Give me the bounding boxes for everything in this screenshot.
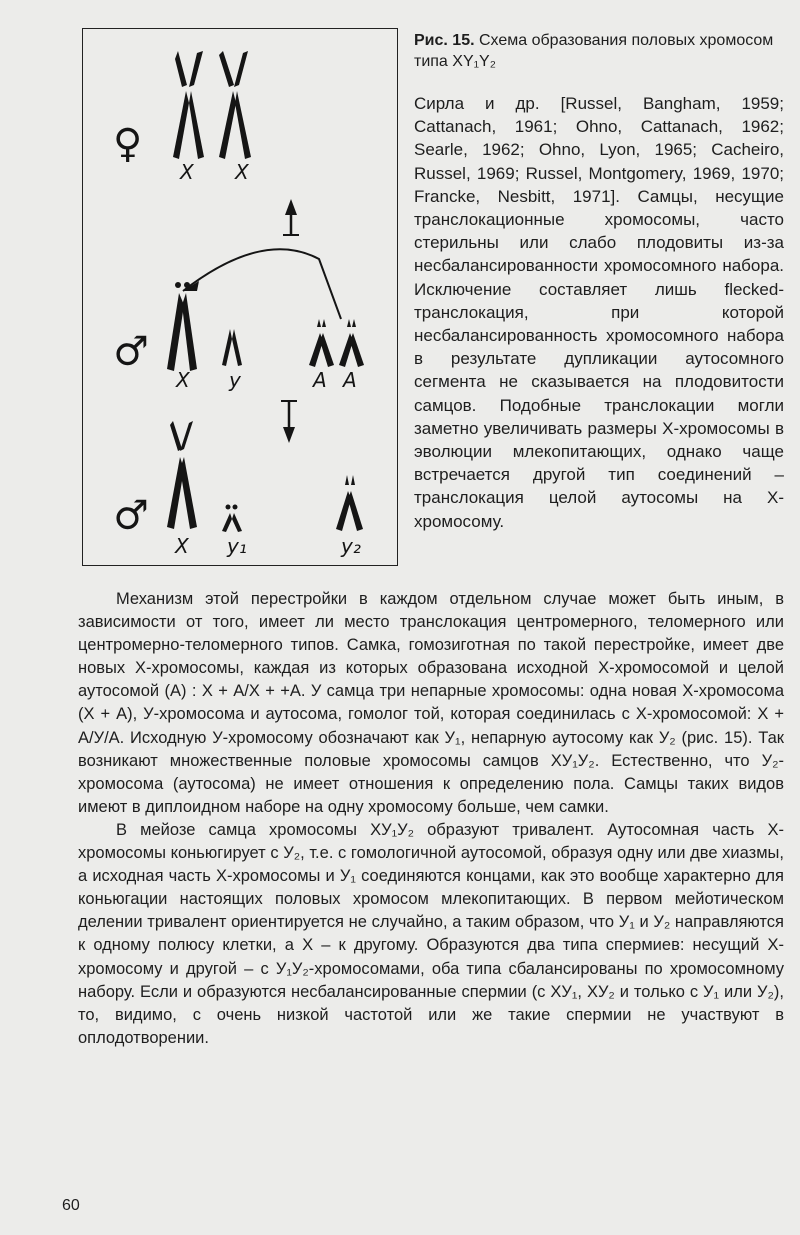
male-symbol-2: ♂ xyxy=(113,493,149,539)
label-x-2: X xyxy=(235,160,249,184)
male-chromosome-x-plus-a xyxy=(167,421,197,529)
label-a-2: A xyxy=(343,368,357,392)
label-x-1: X xyxy=(180,160,194,184)
arrow-down-icon xyxy=(281,401,297,443)
male-chromosome-x xyxy=(167,282,197,371)
chromosome-diagram xyxy=(83,29,399,567)
caption-text: Схема образования половых хромосом типа XY₁Y₂ xyxy=(414,32,774,70)
figure-caption xyxy=(414,30,784,72)
label-x-male: X xyxy=(176,368,190,392)
male-chromosome-y2 xyxy=(336,475,363,531)
figure-frame xyxy=(82,28,398,566)
male-chromosome-y xyxy=(222,329,242,366)
side-paragraph: Сирла и др. [Russel, Bangham, 1959; Cattanach, 1961; Ohno, Cattanach, 1962; Searle, 1962; Ohno, Lyon, 1965; Cacheiro, Russel, 1969; Russel, Montgomery, 1969, 1970; Francke, Nesbitt, 1971]. Самцы, несущие транслокационные хромосомы, часто стерильны или слабо плодовиты из-за несбалансированности хромосомного набора. Исключение составляет лишь flecked-транслокация, при которой несбалансированность хромосомного набора в результате дупликации аутосомного сегмента не сказывается на плодовитости самцов. Подобные транслокации могли заметно увеличивать размеры Х-хромосомы в эволюции млекопитающих, однако чаще встречается другой тип соединений – транслокация целой аутосомы на Х-хромосому. xyxy=(414,94,784,531)
female-chromosome-x-2 xyxy=(219,51,251,159)
autosome-a-1 xyxy=(309,319,334,367)
female-chromosome-x-1 xyxy=(173,51,204,159)
label-x-plus-a: X xyxy=(175,534,189,558)
page-number: 60 xyxy=(62,1197,80,1214)
autosome-a-2 xyxy=(339,319,364,367)
caption-number: Рис. 15. xyxy=(414,32,475,49)
main-text xyxy=(78,588,784,1050)
label-a-1: A xyxy=(313,368,327,392)
fusion-curve xyxy=(183,249,341,319)
paragraph-meiosis: В мейозе самца хромосомы ХУ₁У₂ образуют тривалент. Аутосомная часть Х-хромосомы коньюгирует с У₂, т.е. с гомологичной аутосомой, образуя одну или две хиазмы, а исходная часть Х-хромосомы и У₁ соединяются концами, как это вообще характерно для коньюгации настоящих половых хромосом млекопитающих. В первом мейотическом делении тривалент ориентируется не случайно, а таким образом, что У₁ и У₂ направляются к одному полюсу клетки, а Х – к другому. Образуются два типа спермиев: несущий Х-хромосому и другой – с У₁У₂-хромосомами, оба типа сбалансированы по хромосомному набору. Если и образуются несбалансированные спермии (с ХУ₁, ХУ₂ и только с У₁ или У₂), то, видимо, с очень низкой частотой или же такие спермии не участвуют в оплодотворении. xyxy=(78,820,784,1047)
label-y-male: y xyxy=(229,368,241,392)
female-symbol: ♀ xyxy=(113,121,143,167)
male-chromosome-y1 xyxy=(222,505,242,533)
arrow-up-icon xyxy=(283,199,299,235)
paragraph-mechanism: Механизм этой перестройки в каждом отдельном случае может быть иным, в зависимости от того, имеет ли место транслокация центромерного, теломерного или центромерно-теломерного типов. Самка, гомозиготная по такой перестройке, имеет две новых Х-хромосомы, каждая из которых образована исходной Х-хромосомой и целой аутосомой (А) : Х + А/Х + +А. У самца три непарные хромосомы: одна новая Х-хромосома (Х + А), У-хромосома и аутосома, гомолог той, которая соединилась с Х-хромосомой: Х + А/У/А. Исходную У-хромосому обозначают как У₁, непарную аутосому как У₂ (рис. 15). Так возникают множественные половые хромосомы самцов ХУ₁У₂. Естественно, что У₂-хромосома (аутосома) не имеет отношения к определению пола. Самцы таких видов имеют в диплоидном наборе на одну хромосому больше, чем самки. xyxy=(78,590,784,816)
label-y2: y₂ xyxy=(341,534,361,558)
label-y1: y₁ xyxy=(227,534,247,558)
male-symbol-1: ♂ xyxy=(113,329,149,375)
